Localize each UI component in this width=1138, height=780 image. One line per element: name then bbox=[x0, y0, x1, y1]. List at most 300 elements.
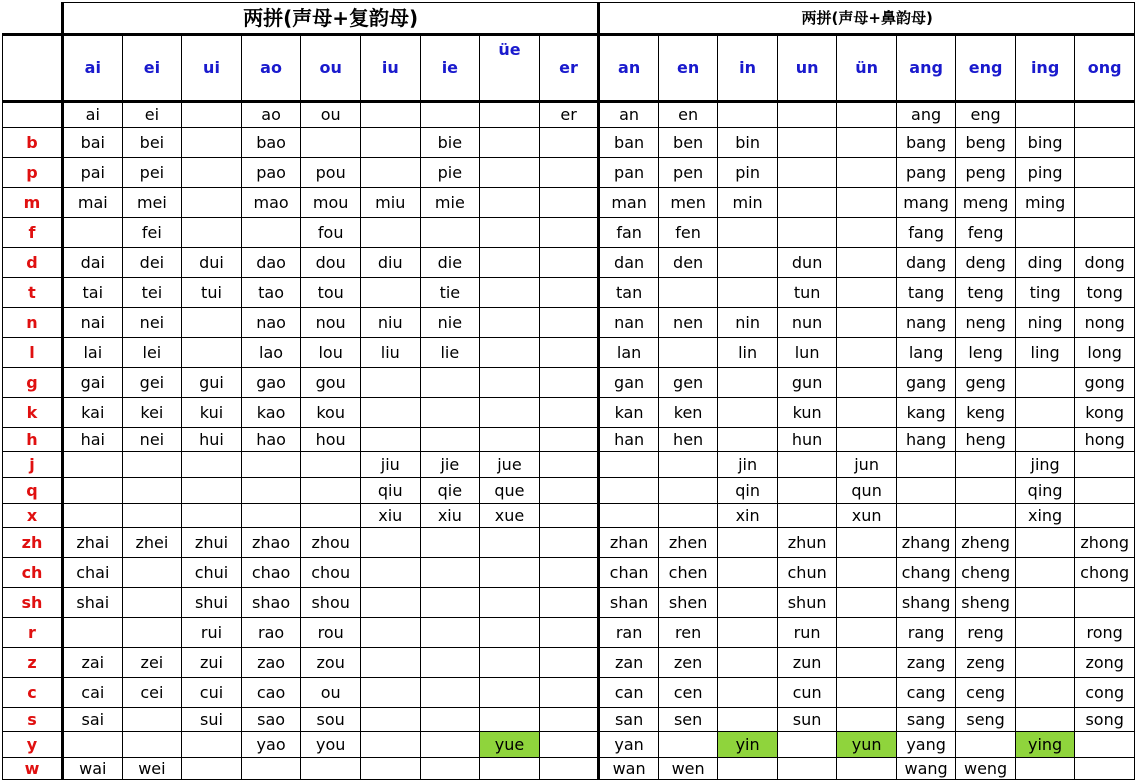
syllable-cell: fan bbox=[599, 218, 659, 248]
syllable-cell: leng bbox=[956, 338, 1016, 368]
syllable-cell: qing bbox=[1015, 478, 1075, 504]
syllable-cell: kan bbox=[599, 398, 659, 428]
syllable-cell: sai bbox=[63, 708, 123, 732]
syllable-cell bbox=[360, 278, 420, 308]
syllable-cell: gei bbox=[122, 368, 182, 398]
syllable-cell: xin bbox=[718, 504, 778, 528]
syllable-cell bbox=[480, 398, 540, 428]
syllable-cell bbox=[837, 558, 897, 588]
syllable-cell: niu bbox=[360, 308, 420, 338]
syllable-cell bbox=[539, 648, 599, 678]
syllable-cell: bang bbox=[896, 128, 956, 158]
syllable-cell: cun bbox=[777, 678, 837, 708]
syllable-cell bbox=[480, 368, 540, 398]
syllable-cell bbox=[301, 504, 361, 528]
final-header-in: in bbox=[718, 35, 778, 102]
syllable-cell: mao bbox=[241, 188, 301, 218]
initial-h: h bbox=[3, 428, 63, 452]
syllable-cell bbox=[63, 732, 123, 758]
syllable-cell: rui bbox=[182, 618, 242, 648]
syllable-cell bbox=[182, 758, 242, 780]
syllable-cell: zheng bbox=[956, 528, 1016, 558]
syllable-cell bbox=[837, 248, 897, 278]
syllable-cell bbox=[539, 708, 599, 732]
syllable-cell: fang bbox=[896, 218, 956, 248]
syllable-cell: rong bbox=[1075, 618, 1135, 648]
syllable-cell: tou bbox=[301, 278, 361, 308]
syllable-cell bbox=[420, 398, 480, 428]
syllable-cell: ou bbox=[301, 102, 361, 128]
syllable-cell: pou bbox=[301, 158, 361, 188]
syllable-cell: xiu bbox=[420, 504, 480, 528]
syllable-cell: tan bbox=[599, 278, 659, 308]
syllable-cell bbox=[777, 504, 837, 528]
syllable-cell: cai bbox=[63, 678, 123, 708]
syllable-cell bbox=[718, 368, 778, 398]
initial-g: g bbox=[3, 368, 63, 398]
syllable-cell: zeng bbox=[956, 648, 1016, 678]
syllable-cell bbox=[718, 588, 778, 618]
syllable-cell: yao bbox=[241, 732, 301, 758]
syllable-cell: nun bbox=[777, 308, 837, 338]
final-header-ai: ai bbox=[63, 35, 123, 102]
syllable-cell: pan bbox=[599, 158, 659, 188]
syllable-cell: jie bbox=[420, 452, 480, 478]
syllable-cell: san bbox=[599, 708, 659, 732]
syllable-cell: shun bbox=[777, 588, 837, 618]
syllable-cell bbox=[63, 218, 123, 248]
syllable-cell bbox=[360, 398, 420, 428]
syllable-cell: zun bbox=[777, 648, 837, 678]
syllable-cell: tie bbox=[420, 278, 480, 308]
syllable-cell: zui bbox=[182, 648, 242, 678]
syllable-cell: cao bbox=[241, 678, 301, 708]
syllable-cell bbox=[420, 218, 480, 248]
syllable-cell: zhou bbox=[301, 528, 361, 558]
syllable-cell bbox=[360, 732, 420, 758]
syllable-cell bbox=[1015, 398, 1075, 428]
syllable-cell bbox=[539, 452, 599, 478]
syllable-cell: tang bbox=[896, 278, 956, 308]
syllable-cell: diu bbox=[360, 248, 420, 278]
syllable-cell bbox=[182, 102, 242, 128]
syllable-cell: ren bbox=[658, 618, 718, 648]
syllable-cell bbox=[599, 504, 659, 528]
syllable-cell: ding bbox=[1015, 248, 1075, 278]
table-row bbox=[3, 618, 1135, 648]
syllable-cell: dang bbox=[896, 248, 956, 278]
syllable-cell: mou bbox=[301, 188, 361, 218]
syllable-cell: lei bbox=[122, 338, 182, 368]
syllable-cell: zhen bbox=[658, 528, 718, 558]
syllable-cell: mai bbox=[63, 188, 123, 218]
table-row bbox=[3, 708, 1135, 732]
syllable-cell bbox=[182, 128, 242, 158]
syllable-cell bbox=[837, 308, 897, 338]
syllable-rows bbox=[3, 102, 1135, 780]
syllable-cell: dui bbox=[182, 248, 242, 278]
syllable-cell: pang bbox=[896, 158, 956, 188]
table-row bbox=[3, 398, 1135, 428]
syllable-cell bbox=[837, 618, 897, 648]
syllable-cell: an bbox=[599, 102, 659, 128]
syllable-cell: pao bbox=[241, 158, 301, 188]
syllable-cell: gou bbox=[301, 368, 361, 398]
syllable-cell: eng bbox=[956, 102, 1016, 128]
syllable-cell: feng bbox=[956, 218, 1016, 248]
initial-w: w bbox=[3, 758, 63, 780]
syllable-cell bbox=[1075, 188, 1135, 218]
final-header-ün: ün bbox=[837, 35, 897, 102]
syllable-cell bbox=[837, 398, 897, 428]
syllable-cell: zei bbox=[122, 648, 182, 678]
syllable-cell: ban bbox=[599, 128, 659, 158]
syllable-cell: zhei bbox=[122, 528, 182, 558]
syllable-cell bbox=[718, 618, 778, 648]
syllable-cell bbox=[777, 158, 837, 188]
syllable-cell: kou bbox=[301, 398, 361, 428]
syllable-cell bbox=[718, 428, 778, 452]
syllable-cell bbox=[658, 452, 718, 478]
table-row bbox=[3, 678, 1135, 708]
syllable-cell: gun bbox=[777, 368, 837, 398]
syllable-cell bbox=[480, 648, 540, 678]
syllable-cell bbox=[658, 478, 718, 504]
syllable-cell: nou bbox=[301, 308, 361, 338]
syllable-cell: you bbox=[301, 732, 361, 758]
syllable-cell: shan bbox=[599, 588, 659, 618]
syllable-cell: han bbox=[599, 428, 659, 452]
syllable-cell: kong bbox=[1075, 398, 1135, 428]
syllable-cell: mei bbox=[122, 188, 182, 218]
syllable-cell: jing bbox=[1015, 452, 1075, 478]
syllable-cell: pin bbox=[718, 158, 778, 188]
final-header-ang: ang bbox=[896, 35, 956, 102]
syllable-cell: dao bbox=[241, 248, 301, 278]
syllable-cell bbox=[1015, 588, 1075, 618]
table-row bbox=[3, 528, 1135, 558]
syllable-cell: geng bbox=[956, 368, 1016, 398]
syllable-cell bbox=[182, 158, 242, 188]
syllable-cell: jin bbox=[718, 452, 778, 478]
syllable-cell: rao bbox=[241, 618, 301, 648]
syllable-cell bbox=[837, 758, 897, 780]
initial-d: d bbox=[3, 248, 63, 278]
syllable-cell: sui bbox=[182, 708, 242, 732]
syllable-cell: en bbox=[658, 102, 718, 128]
syllable-cell bbox=[480, 428, 540, 452]
syllable-cell bbox=[420, 758, 480, 780]
syllable-cell: sou bbox=[301, 708, 361, 732]
syllable-cell: pai bbox=[63, 158, 123, 188]
syllable-cell: bin bbox=[718, 128, 778, 158]
syllable-cell: que bbox=[480, 478, 540, 504]
initial-zh: zh bbox=[3, 528, 63, 558]
syllable-cell: yan bbox=[599, 732, 659, 758]
syllable-cell: cei bbox=[122, 678, 182, 708]
syllable-cell bbox=[122, 618, 182, 648]
final-header-an: an bbox=[599, 35, 659, 102]
syllable-cell: min bbox=[718, 188, 778, 218]
syllable-cell: ying bbox=[1015, 732, 1075, 758]
final-header-eng: eng bbox=[956, 35, 1016, 102]
syllable-cell: gao bbox=[241, 368, 301, 398]
syllable-cell: ting bbox=[1015, 278, 1075, 308]
syllable-cell bbox=[480, 248, 540, 278]
syllable-cell: pie bbox=[420, 158, 480, 188]
syllable-cell: chong bbox=[1075, 558, 1135, 588]
syllable-cell: zhao bbox=[241, 528, 301, 558]
syllable-cell bbox=[896, 504, 956, 528]
syllable-cell bbox=[63, 478, 123, 504]
syllable-cell bbox=[837, 278, 897, 308]
syllable-cell bbox=[777, 452, 837, 478]
syllable-cell bbox=[1015, 708, 1075, 732]
syllable-cell: dei bbox=[122, 248, 182, 278]
initial-f: f bbox=[3, 218, 63, 248]
syllable-cell bbox=[360, 758, 420, 780]
syllable-cell bbox=[301, 452, 361, 478]
syllable-cell: lan bbox=[599, 338, 659, 368]
syllable-cell: rang bbox=[896, 618, 956, 648]
syllable-cell bbox=[658, 732, 718, 758]
syllable-cell bbox=[539, 558, 599, 588]
syllable-cell bbox=[1075, 452, 1135, 478]
syllable-cell: sen bbox=[658, 708, 718, 732]
syllable-cell: lou bbox=[301, 338, 361, 368]
syllable-cell: kai bbox=[63, 398, 123, 428]
syllable-cell bbox=[420, 648, 480, 678]
syllable-cell: zang bbox=[896, 648, 956, 678]
syllable-cell: gong bbox=[1075, 368, 1135, 398]
syllable-cell bbox=[539, 338, 599, 368]
syllable-cell: teng bbox=[956, 278, 1016, 308]
syllable-cell bbox=[63, 618, 123, 648]
group-header-row bbox=[3, 3, 1135, 35]
syllable-cell bbox=[718, 758, 778, 780]
syllable-cell: sun bbox=[777, 708, 837, 732]
syllable-cell bbox=[420, 588, 480, 618]
syllable-cell bbox=[658, 338, 718, 368]
table-row bbox=[3, 102, 1135, 128]
syllable-cell: zan bbox=[599, 648, 659, 678]
syllable-cell bbox=[480, 128, 540, 158]
pinyin-syllable-table bbox=[2, 2, 1135, 780]
syllable-cell bbox=[777, 188, 837, 218]
syllable-cell: nen bbox=[658, 308, 718, 338]
syllable-cell: jun bbox=[837, 452, 897, 478]
syllable-cell bbox=[360, 128, 420, 158]
syllable-cell bbox=[360, 428, 420, 452]
syllable-cell bbox=[539, 128, 599, 158]
syllable-cell: hou bbox=[301, 428, 361, 452]
table-row bbox=[3, 428, 1135, 452]
syllable-cell bbox=[1015, 618, 1075, 648]
syllable-cell: mie bbox=[420, 188, 480, 218]
syllable-cell: xue bbox=[480, 504, 540, 528]
syllable-cell bbox=[360, 618, 420, 648]
final-header-un: un bbox=[777, 35, 837, 102]
syllable-cell bbox=[1075, 128, 1135, 158]
initial-n: n bbox=[3, 308, 63, 338]
syllable-cell bbox=[360, 368, 420, 398]
syllable-cell: cang bbox=[896, 678, 956, 708]
syllable-cell bbox=[718, 678, 778, 708]
syllable-cell: qin bbox=[718, 478, 778, 504]
syllable-cell bbox=[420, 558, 480, 588]
syllable-cell: ei bbox=[122, 102, 182, 128]
syllable-cell: ai bbox=[63, 102, 123, 128]
syllable-cell: chou bbox=[301, 558, 361, 588]
syllable-cell: nang bbox=[896, 308, 956, 338]
syllable-cell bbox=[956, 452, 1016, 478]
syllable-cell bbox=[837, 128, 897, 158]
syllable-cell: tong bbox=[1075, 278, 1135, 308]
syllable-cell bbox=[241, 758, 301, 780]
syllable-cell bbox=[896, 478, 956, 504]
table-row bbox=[3, 248, 1135, 278]
syllable-cell bbox=[420, 368, 480, 398]
syllable-cell: chui bbox=[182, 558, 242, 588]
syllable-cell bbox=[182, 188, 242, 218]
syllable-cell: den bbox=[658, 248, 718, 278]
syllable-cell: deng bbox=[956, 248, 1016, 278]
syllable-cell bbox=[420, 732, 480, 758]
initial-l: l bbox=[3, 338, 63, 368]
syllable-cell bbox=[1075, 588, 1135, 618]
syllable-cell: man bbox=[599, 188, 659, 218]
syllable-cell bbox=[658, 278, 718, 308]
syllable-cell bbox=[480, 338, 540, 368]
syllable-cell bbox=[63, 452, 123, 478]
syllable-cell bbox=[718, 278, 778, 308]
final-header-iu: iu bbox=[360, 35, 420, 102]
syllable-cell bbox=[182, 218, 242, 248]
syllable-cell bbox=[301, 128, 361, 158]
syllable-cell bbox=[539, 368, 599, 398]
syllable-cell: zen bbox=[658, 648, 718, 678]
syllable-cell: pen bbox=[658, 158, 718, 188]
syllable-cell bbox=[837, 218, 897, 248]
syllable-cell bbox=[777, 102, 837, 128]
syllable-cell: shen bbox=[658, 588, 718, 618]
syllable-cell bbox=[182, 504, 242, 528]
syllable-cell bbox=[539, 188, 599, 218]
syllable-cell: lie bbox=[420, 338, 480, 368]
syllable-cell: jiu bbox=[360, 452, 420, 478]
table-row bbox=[3, 558, 1135, 588]
syllable-cell bbox=[837, 368, 897, 398]
syllable-cell: reng bbox=[956, 618, 1016, 648]
syllable-cell: zhang bbox=[896, 528, 956, 558]
syllable-cell bbox=[539, 732, 599, 758]
syllable-cell bbox=[777, 128, 837, 158]
syllable-cell bbox=[1075, 158, 1135, 188]
syllable-cell bbox=[122, 452, 182, 478]
syllable-cell bbox=[420, 428, 480, 452]
syllable-cell: hong bbox=[1075, 428, 1135, 452]
syllable-cell: shao bbox=[241, 588, 301, 618]
syllable-cell: hao bbox=[241, 428, 301, 452]
syllable-cell bbox=[539, 528, 599, 558]
syllable-cell bbox=[539, 308, 599, 338]
syllable-cell bbox=[837, 708, 897, 732]
syllable-cell: wei bbox=[122, 758, 182, 780]
syllable-cell: wai bbox=[63, 758, 123, 780]
syllable-cell bbox=[539, 758, 599, 780]
syllable-cell bbox=[241, 478, 301, 504]
syllable-cell: rou bbox=[301, 618, 361, 648]
syllable-cell: beng bbox=[956, 128, 1016, 158]
syllable-cell bbox=[539, 678, 599, 708]
syllable-cell: cong bbox=[1075, 678, 1135, 708]
syllable-cell: hang bbox=[896, 428, 956, 452]
syllable-cell: zou bbox=[301, 648, 361, 678]
syllable-cell: xun bbox=[837, 504, 897, 528]
syllable-cell: chao bbox=[241, 558, 301, 588]
syllable-cell: shou bbox=[301, 588, 361, 618]
syllable-cell bbox=[301, 478, 361, 504]
syllable-cell bbox=[480, 188, 540, 218]
syllable-cell: liu bbox=[360, 338, 420, 368]
syllable-cell: bei bbox=[122, 128, 182, 158]
table-row bbox=[3, 188, 1135, 218]
syllable-cell bbox=[301, 758, 361, 780]
syllable-cell: chang bbox=[896, 558, 956, 588]
syllable-cell bbox=[360, 528, 420, 558]
syllable-cell bbox=[1075, 218, 1135, 248]
syllable-cell bbox=[480, 308, 540, 338]
syllable-cell bbox=[539, 478, 599, 504]
syllable-cell bbox=[360, 102, 420, 128]
syllable-cell: run bbox=[777, 618, 837, 648]
syllable-cell bbox=[420, 102, 480, 128]
syllable-cell bbox=[1015, 428, 1075, 452]
syllable-cell bbox=[122, 588, 182, 618]
syllable-cell bbox=[837, 528, 897, 558]
syllable-cell bbox=[480, 102, 540, 128]
syllable-cell bbox=[837, 158, 897, 188]
syllable-cell bbox=[718, 648, 778, 678]
syllable-cell bbox=[480, 708, 540, 732]
syllable-cell bbox=[777, 758, 837, 780]
syllable-cell: keng bbox=[956, 398, 1016, 428]
syllable-cell: zao bbox=[241, 648, 301, 678]
syllable-cell: chan bbox=[599, 558, 659, 588]
syllable-cell: fen bbox=[658, 218, 718, 248]
table-row bbox=[3, 452, 1135, 478]
syllable-cell: bie bbox=[420, 128, 480, 158]
syllable-cell bbox=[956, 732, 1016, 758]
initial-m: m bbox=[3, 188, 63, 218]
syllable-cell bbox=[480, 558, 540, 588]
syllable-cell: yin bbox=[718, 732, 778, 758]
syllable-cell bbox=[1015, 678, 1075, 708]
final-header-ing: ing bbox=[1015, 35, 1075, 102]
syllable-cell bbox=[1075, 732, 1135, 758]
syllable-cell bbox=[1015, 558, 1075, 588]
syllable-cell bbox=[360, 218, 420, 248]
initial-sh: sh bbox=[3, 588, 63, 618]
initial-t: t bbox=[3, 278, 63, 308]
table-row bbox=[3, 504, 1135, 528]
syllable-cell bbox=[122, 478, 182, 504]
syllable-cell bbox=[1075, 758, 1135, 780]
syllable-cell: yang bbox=[896, 732, 956, 758]
table-row bbox=[3, 478, 1135, 504]
syllable-cell: sao bbox=[241, 708, 301, 732]
initial-q: q bbox=[3, 478, 63, 504]
